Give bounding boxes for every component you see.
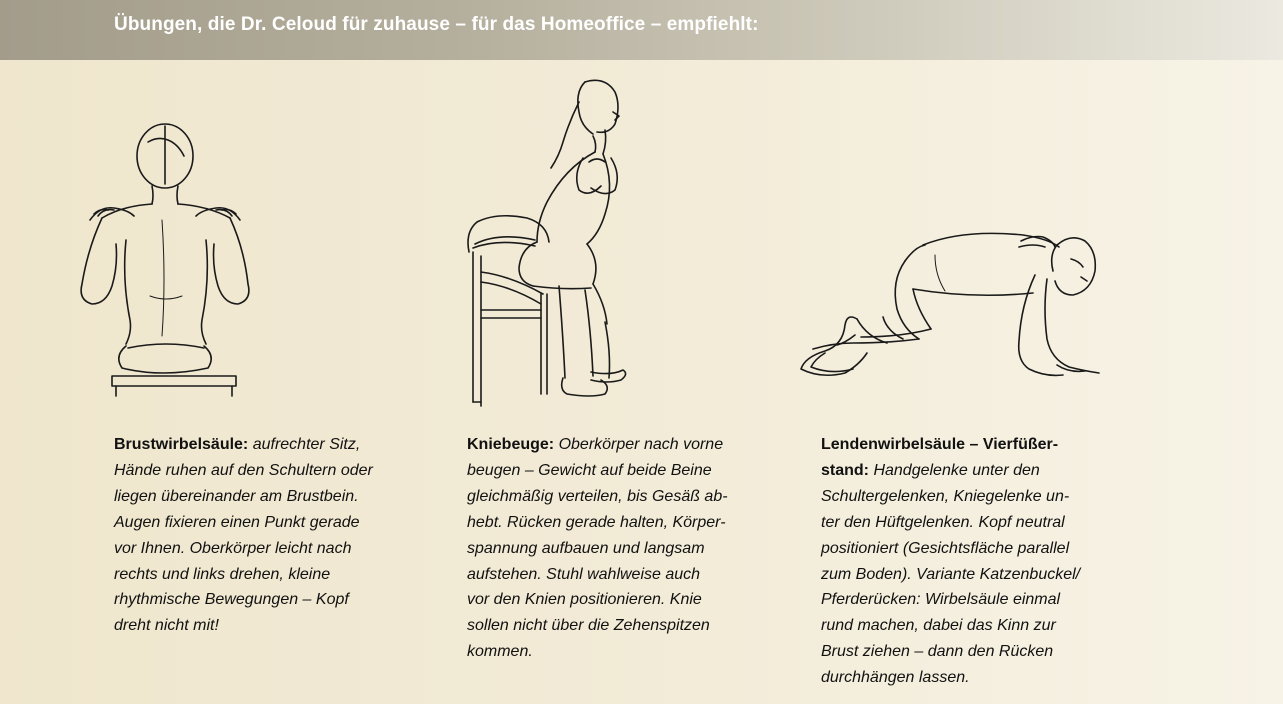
exercise-text: aufstehen. Stuhl wahlweise auch [467, 565, 701, 583]
quadruped-stand-figure-icon [795, 215, 1125, 390]
exercise-text: kommen. [467, 643, 533, 661]
exercise-text: ter den Hüftgelenken. Kopf neutral [821, 513, 1065, 531]
exercise-text: Oberkörper nach vorne [554, 436, 724, 453]
exercise-title: Brustwirbelsäule: [114, 436, 249, 453]
exercise-text: rund machen, dabei das Kinn zur [821, 617, 1056, 635]
exercise-text: Brust ziehen – dann den Rücken [821, 643, 1054, 661]
exercise-text: Augen fixieren einen Punkt gerade [114, 513, 360, 531]
exercise-title: stand: [821, 461, 869, 479]
exercise-text: vor Ihnen. Oberkörper leicht nach [114, 539, 352, 557]
exercise-text: zum Boden). Variante Katzenbuckel/ [821, 565, 1081, 583]
exercise-text: spannung aufbauen und langsam [467, 539, 705, 557]
exercise-line [821, 458, 1151, 484]
exercise-text: Handgelenke unter den [869, 461, 1040, 479]
page-title: Übungen, die Dr. Celoud für zuhause – für das Homeoffice – empfiehlt: [114, 14, 759, 35]
exercise-line [114, 432, 434, 458]
exercise-text: liegen übereinander am Brustbein. [114, 487, 359, 505]
exercise-text: durchhängen lassen. [821, 669, 970, 687]
exercise-title: Kniebeuge: [467, 436, 555, 453]
exercise-text: rechts und links drehen, kleine [114, 565, 331, 583]
exercise-card-squat [467, 432, 787, 665]
exercise-text: hebt. Rücken gerade halten, Körper- [467, 513, 726, 531]
exercise-card-thoracic [114, 432, 434, 639]
exercise-text: Pferderücken: Wirbelsäule einmal [821, 591, 1061, 609]
header-banner [0, 0, 1283, 60]
exercise-text: aufrechter Sitz, [248, 436, 361, 453]
seated-thoracic-rotation-figure-icon [70, 120, 260, 400]
exercise-text: gleichmäßig verteilen, bis Gesäß ab- [467, 487, 728, 505]
exercise-card-lumbar [821, 432, 1151, 691]
exercise-text: Schultergelenken, Kniegelenke un- [821, 487, 1070, 505]
exercise-text: beugen – Gewicht auf beide Beine [467, 461, 712, 479]
exercise-text: dreht nicht mit! [114, 617, 219, 635]
exercise-text: sollen nicht über die Zehenspitzen [467, 617, 710, 635]
chair-squat-figure-icon [455, 72, 655, 412]
exercise-title: Lendenwirbelsäule – Vierfüßer- [821, 436, 1059, 453]
exercise-text: vor den Knien positionieren. Knie [467, 591, 702, 609]
exercise-text: rhythmische Bewegungen – Kopf [114, 591, 349, 609]
exercise-text: Hände ruhen auf den Schultern oder [114, 461, 373, 479]
exercise-text: positioniert (Gesichtsfläche parallel [821, 539, 1070, 557]
exercise-line [467, 432, 787, 458]
